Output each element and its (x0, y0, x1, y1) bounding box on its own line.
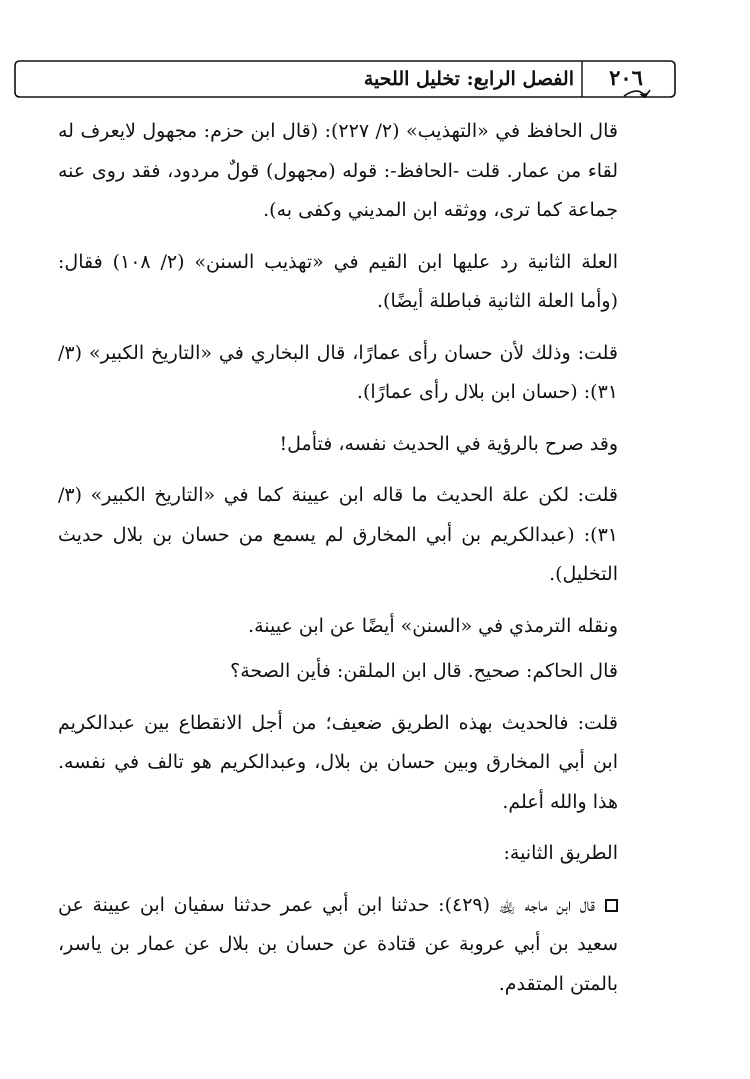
bullet-text: قال ابن ماجه ﵀ (٤٢٩): حدثنا ابن أبي عمر حدثنا سفيان ابن عيينة عن سعيد بن أبي عروبة عن قتادة عن حسان بن بلال عن عمار بن ياسر، بالمتن المتقدم. (58, 893, 618, 995)
paragraph: قلت: فالحديث بهذه الطريق ضعيف؛ من أجل الانقطاع بين عبدالكريم ابن أبي المخارق وبين حسان بن بلال، وعبدالكريم هو تالف في نفسه. هذا والله أعلم. (58, 711, 618, 813)
paragraph: قلت: وذلك لأن حسان رأى عمارًا، قال البخاري في «التاريخ الكبير» (٣/ ٣١): (حسان ابن بلال رأى عمارًا). (58, 341, 618, 403)
paragraph: قال الحافظ في «التهذيب» (٢/ ٢٢٧): (قال ابن حزم: مجهول لايعرف له لقاء من عمار. قلت -الحافظ-: قوله (مجهول) قولٌ مردود، فقد روى عنه جماعة كما ترى، ووثقه ابن المديني وكفى به). (58, 120, 618, 221)
page-body (58, 112, 618, 1016)
checkbox-bullet-icon (605, 899, 618, 912)
paragraph: العلة الثانية رد عليها ابن القيم في «تهذيب السنن» (٢/ ١٠٨) فقال: (وأما العلة الثانية فباطلة أيضًا). (58, 250, 618, 312)
page-number: ٢٠٦ (609, 65, 643, 90)
section-heading: الطريق الثانية: (503, 842, 618, 864)
page-header (14, 60, 676, 98)
chapter-title: الفصل الرابع: تخليل اللحية (363, 68, 574, 90)
paragraph: قلت: لكن علة الحديث ما قاله ابن عيينة كما في «التاريخ الكبير» (٣/ ٣١): (عبدالكريم بن أبي المخارق لم يسمع من حسان بن بلال حديث التخليل). (58, 484, 618, 585)
paragraph: ونقله الترمذي في «السنن» أيضًا عن ابن عيينة. (248, 614, 618, 637)
paragraph: وقد صرح بالرؤية في الحديث نفسه، فتأمل! (279, 432, 618, 455)
paragraph: قال الحاكم: صحيح. قال ابن الملقن: فأين الصحة؟ (230, 660, 618, 682)
bullet-paragraph (58, 886, 618, 1005)
